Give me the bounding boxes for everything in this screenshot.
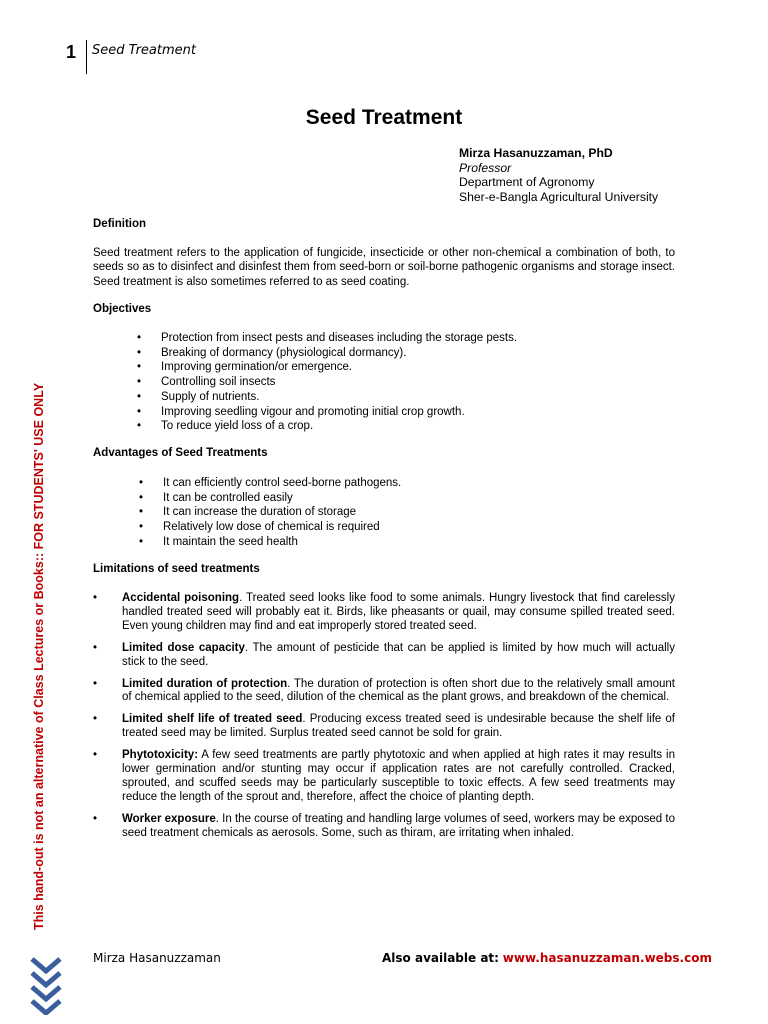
objective-item: • Improving germination/or emergence. (137, 360, 517, 375)
limitation-item (93, 813, 675, 841)
objective-item: • Controlling soil insects (137, 375, 517, 390)
advantages-heading: Advantages of Seed Treatments (93, 447, 268, 459)
page-number: 1 (66, 42, 77, 62)
limitation-term: Phytotoxicity: (122, 749, 199, 762)
limitation-separator: . (287, 677, 294, 690)
limitation-term: Worker exposure (122, 812, 216, 825)
footer-url-link[interactable]: www.hasanuzzaman.webs.com (502, 951, 712, 965)
author-department: Department of Agronomy (459, 175, 595, 189)
objectives-heading: Objectives (93, 303, 152, 315)
definition-heading: Definition (93, 218, 147, 230)
definition-text: Seed treatment refers to the application of fungicide, insecticide or other non-chemical a combination of both, to seeds so as to disinfect and disinfest them from seed-born or soil-borne pathogenic organisms and storage insect. Seed treatment is also sometimes referred to as seed coating. (93, 247, 675, 288)
advantage-item: • It can be controlled easily (139, 491, 401, 506)
advantage-item: • Relatively low dose of chemical is required (139, 520, 401, 535)
objective-item: • Protection from insect pests and diseases including the storage pests. (137, 331, 517, 346)
limitation-item (93, 642, 675, 670)
limitation-separator: . (244, 641, 253, 654)
author-name: Mirza Hasanuzzaman, PhD (459, 146, 613, 160)
objective-item: • Breaking of dormancy (physiological dormancy). (137, 346, 517, 361)
author-block (459, 146, 658, 204)
limitation-text: The duration of protection is often short due to the relatively small amount of chemical applied to the seed, dilution of the chemical as the plant grows, and breakdown of the chemical. (122, 677, 676, 704)
limitation-text: In the course of treating and handling large volumes of seed, workers may be exposed to seed treatment chemicals as aerosols. Some, such as thiram, are irritating when inhaled. (122, 812, 675, 839)
limitation-term: Accidental poisoning (122, 592, 240, 604)
limitations-heading: Limitations of seed treatments (93, 563, 260, 575)
limitation-term: Limited dose capacity (122, 641, 245, 654)
limitation-term: Limited duration of protection (122, 677, 288, 690)
objectives-list (137, 331, 517, 434)
advantage-item: • It maintain the seed health (139, 535, 401, 550)
limitation-text: A few seed treatments are partly phytotoxic and when applied at high rates it may results in lower germination and/or stunting may occur if application rates are not carefully controlled. Cracked, sprouted, and scuffed seeds may be particularly susceptible to toxic effects. A few seed treatments may reduce the length of the sprout and, therefore, affect the choice of planting depth. (122, 749, 675, 803)
limitation-text: Treated seed looks like food to some animals. Hungry livestock that find carelessly handled treated seed will probably eat it. Birds, like pheasants or quail, may consume spilled treated seed. Even young children may find and eat improperly stored treated seed. (122, 592, 675, 632)
header-divider (86, 40, 87, 74)
author-role: Professor (459, 160, 512, 175)
limitation-separator: . (215, 812, 223, 825)
limitation-item (93, 749, 675, 805)
limitation-text: The amount of pesticide that can be applied is limited by how much will actually stick to the seed. (122, 641, 675, 668)
advantage-item: • It can efficiently control seed-borne pathogens. (139, 476, 401, 491)
objective-item: • Supply of nutrients. (137, 390, 517, 405)
limitation-item (93, 678, 675, 706)
footer-also-label: Also available at: (382, 951, 499, 965)
objective-item: • Improving seedling vigour and promoting initial crop growth. (137, 405, 517, 420)
limitation-text: Producing excess treated seed is undesirable because the shelf life of treated seed may be limited. Surplus treated seed cannot be sold for grain. (122, 713, 676, 740)
author-university: Sher-e-Bangla Agricultural University (459, 189, 659, 204)
footer-author: Mirza Hasanuzzaman (93, 951, 221, 965)
limitation-item (93, 713, 675, 741)
limitation-separator: . (302, 713, 310, 726)
limitation-separator: . (239, 592, 247, 604)
chevron-down-stack-icon (28, 955, 64, 1015)
side-disclaimer: This hand-out is not an alternative of Class Lectures or Books:: FOR STUDENTS' USE ONLY (32, 382, 46, 930)
objective-item: • To reduce yield loss of a crop. (137, 419, 517, 434)
advantages-list (139, 476, 401, 550)
running-title: Seed Treatment (92, 43, 196, 58)
document-title: Seed Treatment (305, 106, 463, 129)
limitation-item (93, 592, 675, 634)
limitations-list (93, 592, 675, 849)
advantage-item: • It can increase the duration of storage (139, 505, 401, 520)
limitation-term: Limited shelf life of treated seed (122, 713, 303, 726)
footer-availability (382, 951, 712, 965)
